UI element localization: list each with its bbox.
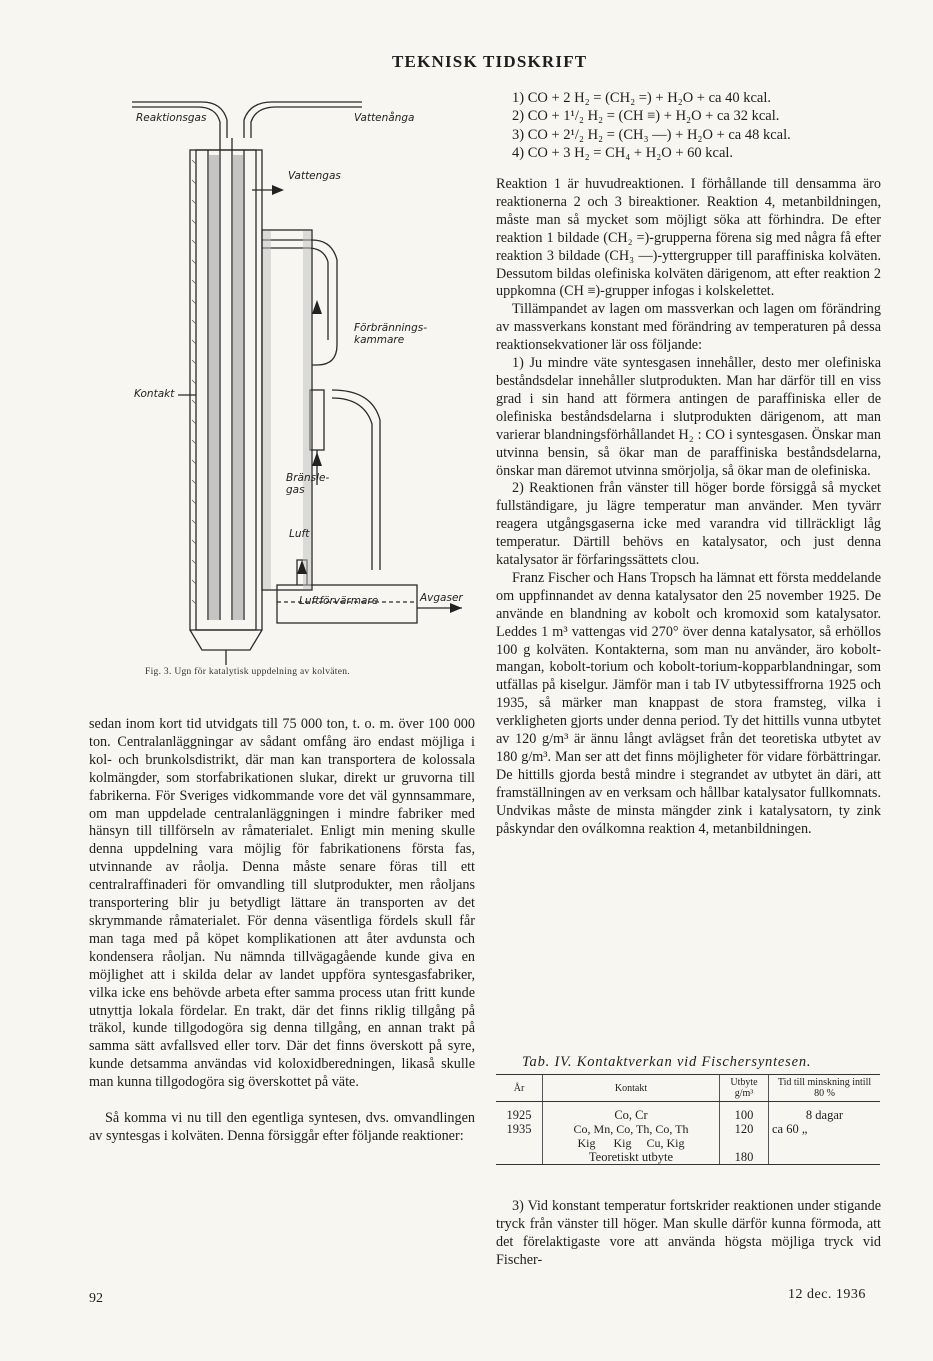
table-cell <box>769 1150 881 1165</box>
furnace-diagram <box>132 90 477 665</box>
label-bransle: Bränsle- gas <box>286 472 330 496</box>
table-cell: ca 60 „ <box>769 1122 881 1150</box>
data-table <box>496 1074 880 1165</box>
table-cell <box>496 1150 543 1165</box>
label-luft: Luft <box>289 528 310 540</box>
paragraph: Så komma vi nu till den egentliga syntesen, dvs. omvandlingen av syntesgas i kolväten. Denna försiggår efter följande reaktioner: <box>89 1110 475 1144</box>
right-column-bottom <box>496 1198 881 1270</box>
table-cell: 180 <box>720 1150 769 1165</box>
paragraph: sedan inom kort tid utvidgats till 75 000 ton, t. o. m. över 100 000 ton. Centralanläggningar av sådant omfång äro endast möjliga i kol- och brunkolsdistrikt, där man kan transportera de kolossala kolmängder, som storfabrikationen slukar, direkt ur gruvorna till fabrikerna. För Sveriges vidkommande vore det väl gynnsammare, om man uppdelade centralanläggningen i mindre fabriker med hänsyn till tillförseln av råmaterialet. Enligt min mening skulle denna uppdelning vara möjlig för fabrikationens första fas, utvinnande av råolja. Denna måste senare föras till ett centralraffinaderi för omvandling till slutprodukter, men råoljans transportering blir ju betydligt lättare än transporten av det skrymmande råmaterialet. För denna väsentliga fördels skull får man taga med på köpet komplikationen att åter avdunsta och kondensera råoljan. Nu nämnda tillvägagående kunde giva en möjlighet att i skilda delar av landet uppföra syntesgasfabriker, vilka icke ens behövde arbeta efter samma process utan fritt kunde utnyttja lokala fördelar. En trakt, där det finns riklig tillgång på träkol, kunde tillgodogöra sig denna tillgång, en annan trakt på samma sätt avfallsved eller torv. Där det finns överskott på syre, kunde detsamma användas vid koloxidberedningen, likaså skulle man kunna tillgodogöra sig överskottet på väte. <box>89 716 475 1091</box>
table-header: Kontakt <box>543 1075 720 1102</box>
table-cell: 1925 <box>506 1107 532 1122</box>
equation: 3) CO + 2¹/₂ H₂ = (CH₃ —) + H₂O + ca 48 kcal. <box>512 126 791 143</box>
label-reaktionsgas: Reaktionsgas <box>136 112 207 124</box>
paragraph: Franz Fischer och Hans Tropsch ha lämnat ett första meddelande om uppfinnandet av denna katalysator den 25 november 1925. De använde en blandning av kobolt och kromoxid som katalysator. Leddes 1 m³ vattengas vid 270° över denna katalysator, så erhöllos 100 g kolväten. Kontakterna, som man nu använder, äro kobolt-mangan, kobolt-torium och kobolt-torium-kopparblandningar, som utfällas på kiselgur. Jämför man i tab IV utbytessiffrorna 1925 och 1935, så märker man knappast de stora framsteg, vilka i verkligheten gjorts under denna period. Ty det hittills vunna utbytet av 120 g/m³ är ännu långt avlägset från det teoretiska utbytet av 180 g/m³. Man ser att det finns möjligheter för vidare förbättringar. De hittills gjorda bestå mindre i stegrandet av utbytet än däri, att framställningen av en verksam och hållbar katalysator fullkomnats. Undvikas måste de minsta mängder zink i katalysatorn, ty zink påskyndar den oválkomna reaktion 4, metanbildningen. <box>496 569 881 837</box>
equation: 4) CO + 3 H₂ = CH₄ + H₂O + 60 kcal. <box>512 144 734 161</box>
table-cell: 100 <box>720 1108 769 1122</box>
table-header: Utbyte g/m³ <box>720 1075 769 1102</box>
figure-caption: Fig. 3. Ugn för katalytisk uppdelning av kolväten. <box>145 667 350 677</box>
issue-date: 12 dec. 1936 <box>788 1287 866 1302</box>
label-avgaser: Avgaser <box>420 592 463 604</box>
left-column <box>89 716 475 1146</box>
table-cell: 1935 <box>506 1121 532 1136</box>
table-cell: Co, Mn, Co, Th, Co, Th Kig Kig Cu, Kig <box>543 1122 720 1150</box>
table-cell: 120 <box>720 1122 769 1150</box>
label-luftforvarmare: Luftförvärmare <box>299 595 379 607</box>
label-vattengas: Vattengas <box>288 170 341 182</box>
label-kontakt: Kontakt <box>134 388 175 400</box>
table-row <box>496 1108 880 1122</box>
table-row <box>496 1122 880 1150</box>
equation: 1) CO + 2 H₂ = (CH₂ =) + H₂O + ca 40 kcal. <box>512 90 772 106</box>
table-header: År <box>496 1075 543 1102</box>
table-row <box>496 1150 880 1165</box>
table-cell: 8 dagar <box>769 1108 881 1122</box>
reaction-equations <box>512 89 791 162</box>
right-column <box>496 176 881 839</box>
equation: 2) CO + 1¹/₂ H₂ = (CH ≡) + H₂O + ca 32 kcal. <box>512 108 780 125</box>
paragraph: Tillämpandet av lagen om massverkan och lagen om förändring av massverkans konstant med förändring av temperaturen på dessa reaktionsekvationer lär oss följande: <box>496 301 881 354</box>
page-number: 92 <box>89 1291 103 1306</box>
paragraph: Reaktion 1 är huvudreaktionen. I förhållande till densamma äro reaktionerna 2 och 3 bireaktioner. Reaktion 4, metanbildningen, måste man så mycket som möjligt söka att förhindra. De efter reaktion 1 bildade (CH₂ =)-grupperna förena sig med några få efter reaktion 3 bildade (CH₃ —)-yttergrupper till paraffiniska kolväten. Dessutom bildas olefiniska kolväten därigenom, att efter reaktion 2 uppkomna (CH ≡)-grupper infogas i kolskelettet. <box>496 176 881 300</box>
journal-header: TEKNISK TIDSKRIFT <box>392 52 588 71</box>
label-forbranningskammare: Förbrännings- kammare <box>354 322 428 346</box>
table-header: Tid till minskning intill 80 % <box>769 1075 881 1102</box>
table-cell: Teoretiskt utbyte <box>543 1150 720 1165</box>
table-title: Tab. IV. Kontaktverkan vid Fischersyntesen. <box>522 1054 812 1070</box>
paragraph: 1) Ju mindre väte syntesgasen innehåller, desto mer olefiniska beståndsdelar innehåller slutprodukten. Man har därför till en viss grad i sin hand att förmera antingen de paraffiniska eller de olefiniska beståndsdelarna i slutprodukten därigenom, att man varierar blandningsförhållandet H₂ : CO i syntesgasen. Önskar man utvinna bensin, så ökar man de paraffiniska beståndsdelarna, önskar man däremot utvinna smörjolja, så ökar man de olefiniska. <box>496 355 881 479</box>
label-vattenanga: Vattenånga <box>354 112 415 124</box>
paragraph: 3) Vid konstant temperatur fortskrider reaktionen under stigande tryck från vänster till höger. Man skulle därför kunna förmoda, att det förelaktigaste vore att använda högsta möjliga tryck vid Fischer- <box>496 1198 881 1268</box>
table-cell: Co, Cr <box>543 1108 720 1122</box>
paragraph: 2) Reaktionen från vänster till höger borde försiggå så mycket fullständigare, ju lägre temperatur man använder. Men tyvärr reagera utgångsgaserna icke med varandra vid tillräckligt låg temperatur. Därtill behövs en katalysator, och just denna katalysator är förfaringssättets clou. <box>496 480 881 569</box>
